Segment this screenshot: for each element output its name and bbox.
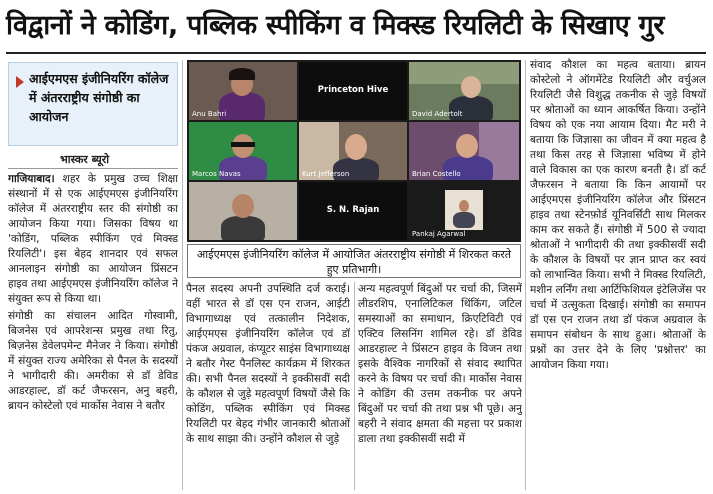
participant-name: Kurt Jefferson [302, 170, 350, 178]
article-column-4 [530, 58, 706, 490]
participant-name: Princeton Hive [317, 85, 389, 96]
participant-head [345, 134, 367, 160]
participant-name: Pankaj Agarwal [412, 230, 466, 238]
headline: विद्वानों ने कोडिंग, पब्लिक स्पीकिंग व मिक्स्ड रियलिटी के सिखाए गुर [6, 10, 665, 41]
column-divider [354, 282, 355, 490]
video-tile [409, 182, 519, 240]
deck-text: आईएमएस इंजीनियरिंग कॉलेज में अंतरराष्ट्रीय संगोष्ठी का आयोजन [29, 71, 169, 124]
participant-head [461, 76, 481, 98]
dateline: गाजियाबाद। [8, 173, 55, 185]
participant-figure [453, 212, 475, 228]
participant-name: Marcos Navas [192, 170, 241, 178]
paragraph: संवाद कौशल का महत्व बताया। ब्रायन कोस्टेलो ने ऑगमेंटेड रियलिटी और वर्चुअल रियलिटी जैसे विशुद्ध तकनीक से जुड़े विषयों पर श्रोताओं का ध्यान आकर्षित किया। उन्होंने विषय को एक नया आयाम दिया। मैट मरी ने बताया कि जिज्ञासा का जीवन में क्या महत्व है तथा किस तरह से जिज्ञासा भविष्य में होने वाले विकास का एक कारण बनती है। डॉ कर्ट जैफरसन ने बताया कि किन आयामों पर आईएमएस इंजीनियरिंग कॉलेज और प्रिंसटन हाइव तथा स्टेनफ़ोर्ड यूनिवर्सिटी साथ मिलकर काम कर सकते हैं। संगोष्ठी में 500 से ज्यादा श्रोताओं ने भागीदारी की तथा इक्कीसवीं सदी के कौशल के विषयों पर ज्ञान प्राप्त कर स्वयं को लाभान्वित किया। सभी ने मिक्स्ड रियलिटी, मशीन लर्निंग तथा आर्टिफिशियल इंटेलिजेंस पर चर्चा में उत्सुकता दिखाई। संगोष्ठी का समापन डॉ एस एन राजन तथा डॉ पंकज अग्रवाल के समापन संबोधन के साथ हुआ। श्रोताओं के प्रश्नों का उत्तर देने के लिए 'प्रश्नोत्तर' का आयोजन किया गया। [530, 59, 706, 371]
deck-box [8, 62, 178, 146]
participant-head [459, 200, 469, 212]
column-divider [525, 60, 526, 490]
participant-name: Anu Bahri [192, 110, 227, 118]
participant-figure [221, 216, 265, 240]
participant-head [456, 134, 478, 158]
video-tile [189, 122, 297, 180]
video-tile [409, 62, 519, 120]
paragraph: शहर के प्रमुख उच्च शिक्षा संस्थानों में से एक आईएमएस इंजीनियरिंग कॉलेज में अंतरराष्ट्रीय स्तर की संगोष्ठी का आयोजन किया गया। जिसका विषय था 'कोडिंग, पब्लिक स्पीकिंग एवं मिक्स्ड रियलिटी'। इस बेहद शानदार एवं सफल आनलाइन संगोष्ठी का आयोजन प्रिंसटन हाइव तथा आईएमएस इंजीनियरिंग कॉलेज ने संयुक्त रूप से किया था। [8, 173, 178, 305]
byline-rule [8, 168, 178, 169]
video-tile [299, 122, 407, 180]
headline-rule [6, 52, 706, 54]
paragraph: अन्य महत्वपूर्ण बिंदुओं पर चर्चा की, जिसमें लीडरशिप, एनालिटिकल थिंकिंग, जटिल समस्याओं का समाधान, क्रिएटिविटी एवं एक्टिव लिसनिंग शामिल रहे। डॉ डेविड आडरहाल्ट ने प्रिंसटन हाइव के विजन तथा इसके वैश्विक नागरिकों से संवाद स्थापित करने के विषय पर चर्चा की। मार्कोस नेवास ने कोडिंग की उत्तम तकनीक पर अपने बिंदुओं पर चर्चा की तथा प्रश्न भी पूछे। अनु बहरी ने संवाद क्षमता की महत्ता पर प्रकाश डाला तथा इक्कीसवीं सदी में [358, 283, 522, 445]
video-tile [299, 182, 407, 240]
video-tile [189, 62, 297, 120]
paragraph: पैनल सदस्य अपनी उपस्थिति दर्ज कराई। वहीं भारत से डॉ एस एन राजन, आईटी विभागाध्यक्ष एवं तत्कालीन निदेशक, आईएमएस इंजीनियरिंग कॉलेज एवं डॉ पंकज अग्रवाल, कंप्यूटर साइंस विभागाध्यक्ष ने बतौर गेस्ट पैनलिस्ट कार्यक्रम में शिरकत की। सभी पैनल सदस्यों ने इक्कीसवीं सदी के कौशल से जुड़े महत्वपूर्ण विषयों जैसे कि कोडिंग, पब्लिक स्पीकिंग एवं मिक्स्ड रियलिटी पर बेहद गंभीर जानकारी श्रोताओं के साथ साझा की। उन्होंने कौशल से जुड़े [186, 283, 350, 445]
video-tile [409, 122, 519, 180]
byline: भास्कर ब्यूरो [60, 153, 110, 166]
article-column-2 [186, 282, 350, 490]
column-divider [182, 60, 183, 490]
photo-caption: आईएमएस इंजीनियरिंग कॉलेज में आयोजित अंतरराष्ट्रीय संगोष्ठी में शिरकत करते हुए प्रतिभागी। [187, 244, 521, 278]
article-column-3 [358, 282, 522, 490]
paragraph: संगोष्ठी का संचालन आदित गोस्वामी, बिजनेस एवं आपरेशन्स प्रमुख तथा रितु, बिज़नेस डेवेलपमेन्ट मैनेजर ने किया। संगोष्ठी में संयुक्त राज्य अमेरिका से पैनल के सदस्यों ने भागीदारी की। अमरीका से डॉ डेविड आडरहाल्ट, डॉ कर्ट जैफरसन, अनु बहरी, ब्रायन कोस्टेलो एवं मार्कोस नेवास ने बतौर [8, 310, 178, 412]
conference-photo [187, 60, 521, 242]
bullet-arrow-icon [16, 76, 24, 88]
video-tile [299, 62, 407, 120]
article-column-1 [8, 172, 178, 490]
participant-name: S. N. Rajan [326, 205, 380, 216]
video-tile [189, 182, 297, 240]
participant-head [232, 194, 254, 218]
participant-name: David Adertolt [412, 110, 463, 118]
participant-name: Brian Costello [412, 170, 461, 178]
